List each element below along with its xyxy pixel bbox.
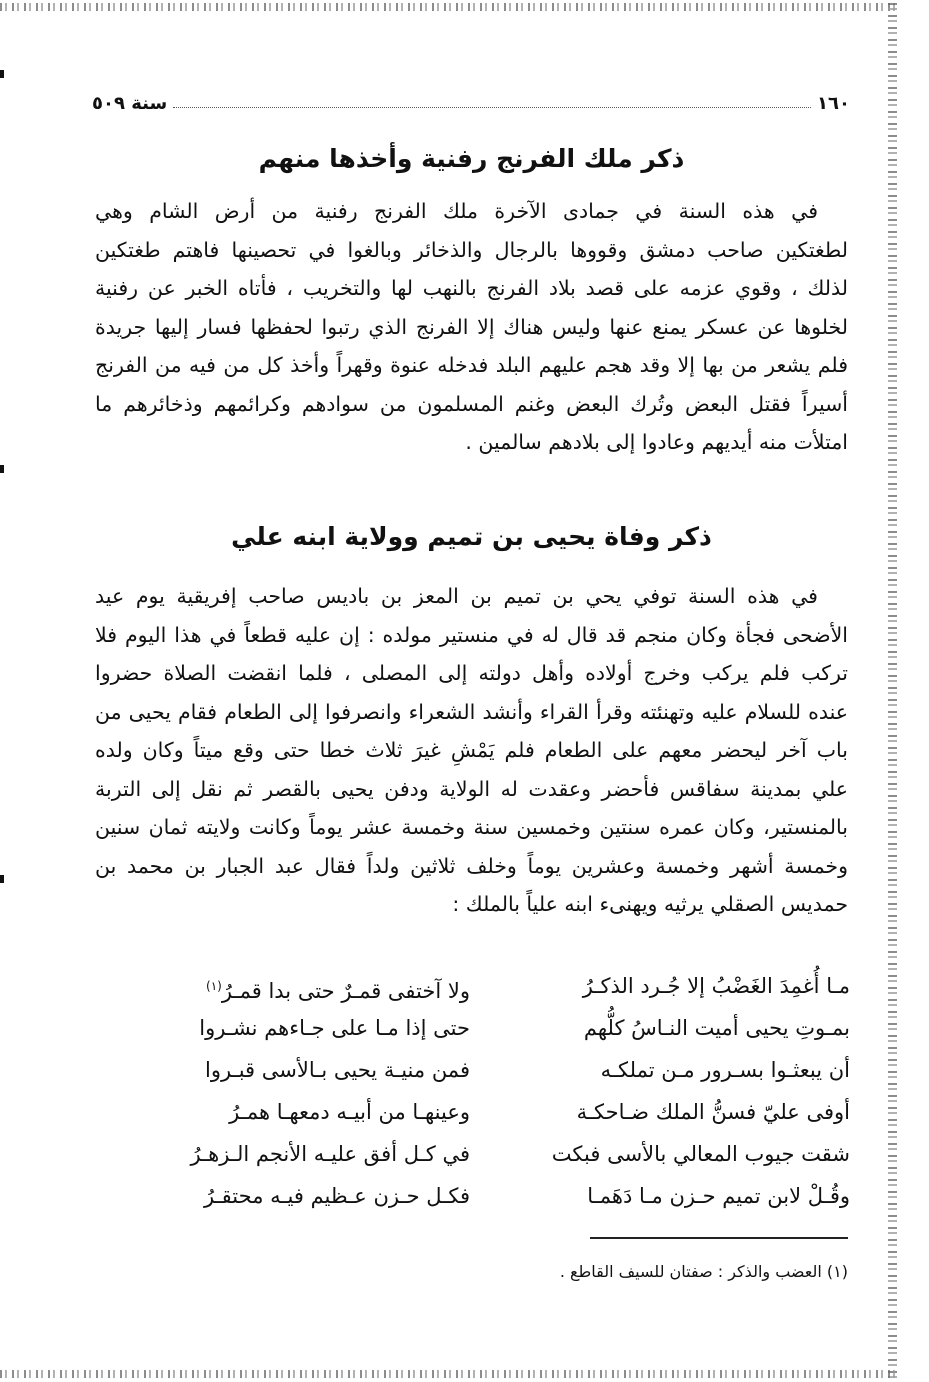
section-title: ذكر وفاة يحيى بن تميم وولاية ابنه علي bbox=[231, 522, 712, 551]
text-line: الأضحى فجأة وكان منجم قد قال له في منستير مولده : إن عليه قطعاً في هذا اليوم فلا bbox=[95, 622, 848, 647]
hemistich-second: حتى إذا مـا على جـاءهم نشـروا bbox=[199, 1016, 470, 1040]
text-line: في هذه السنة في جمادى الآخرة ملك الفرنج رفنية من أرض الشام وهي bbox=[95, 199, 818, 223]
text-line: تركب فلم يركب وخرج أولاده وأهل دولته إلى المصلى ، فلما انقضت الصلاة حضروا bbox=[95, 661, 848, 685]
scan-mark bbox=[0, 465, 4, 473]
text-line: باب آخر ليحضر معهم على الطعام فلم يَمْشِ غيرَ ثلاث خطا حتى وقع ميتاً وكان ولده bbox=[95, 738, 848, 762]
text-line: فلم يشعر من بها إلا وقد هجم عليهم البلد فدخله عنوة وقهراً وأخذ كل من فيه من الفرنج bbox=[95, 353, 848, 377]
year-label: سنة ٥٠٩ bbox=[92, 93, 168, 114]
hemistich-text: ولا آختفى قمـرٌ حتى بدا قمـرُ bbox=[221, 979, 470, 1003]
footnote: (١) العضب والذكر : صفتان للسيف القاطع . bbox=[559, 1262, 848, 1281]
hemistich-second: وعينهـا من أبيـه دمعهـا همـرُ bbox=[229, 1100, 470, 1124]
scan-mark bbox=[0, 875, 4, 883]
poem-verse bbox=[130, 1133, 850, 1175]
footnote-divider bbox=[590, 1237, 848, 1239]
text-line: علي بمدينة سفاقس فأحضر وعقدت له الولاية ودفن يحيى بالقصر ثم نقل إلى التربة bbox=[95, 776, 848, 801]
hemistich-first: أن يبعثـوا بسـرور مـن تملكـه bbox=[600, 1058, 850, 1082]
page-number: ١٦٠ bbox=[817, 93, 850, 114]
running-header bbox=[92, 88, 850, 114]
text-line: في هذه السنة توفي يحي بن تميم بن المعز بن باديس صاحب إفريقية يوم عيد bbox=[95, 584, 818, 608]
hemistich-second: فمن منيـة يحيى بـالأسى قبـروا bbox=[204, 1058, 470, 1082]
decorative-border-bottom bbox=[0, 1370, 898, 1378]
hemistich-first: أوفى عليّ فسنُّ الملك ضـاحكـة bbox=[576, 1100, 850, 1124]
hemistich-first: بمـوتِ يحيى أميت النـاسُ كلُّهم bbox=[583, 1016, 850, 1040]
hemistich-second: في كـل أفق عليـه الأنجم الـزهـرُ bbox=[190, 1142, 470, 1166]
text-line: امتلأت منه أيديهم وعادوا إلى بلادهم سالمين . bbox=[465, 430, 848, 454]
footnote-ref: (١) bbox=[206, 979, 222, 993]
poem-verse bbox=[130, 965, 850, 1007]
dotted-leader bbox=[173, 107, 811, 108]
section-body bbox=[95, 192, 848, 462]
decorative-border-right bbox=[888, 3, 897, 1378]
text-line: أسيراً فقتل البعض وتُرك البعض وغنم المسلمون من سوادهم وكرائمهم وذخائرهم ما bbox=[95, 391, 848, 416]
text-line: بالمنستير، وكان عمره سنتين وخمسين سنة وخمسة عشر يوماً وكانت ولايته ثمان سنين bbox=[95, 815, 848, 839]
hemistich-first: وقُـلْ لابن تميم حـزن مـا دَهَمـا bbox=[587, 1184, 850, 1208]
poem-verse bbox=[130, 1175, 850, 1217]
poem-verse bbox=[130, 1091, 850, 1133]
section-body bbox=[95, 577, 848, 924]
text-line: لخلوها عن عسكر يمنع عنها وليس هناك إلا الفرنج الذي رتبوا لحفظها فسار إليها جريدة bbox=[95, 314, 848, 339]
text-line: وخمسة أشهر وخمسة وعشرين يوماً وخلف ثلاثين ولداً فقال عبد الجبار بن محمد بن bbox=[95, 853, 848, 878]
scan-mark bbox=[0, 70, 4, 78]
hemistich-first: مـا أُغمِدَ الغَضْبُ إلا جُـرد الذكـرُ bbox=[582, 974, 850, 998]
hemistich-second bbox=[130, 965, 470, 1007]
hemistich-second: فكـل حـزن عـظيم فيـه محتقـرُ bbox=[203, 1184, 470, 1208]
poem-verse bbox=[130, 1007, 850, 1049]
text-line: حمديس الصقلي يرثيه ويهنىء ابنه علياً بالملك : bbox=[452, 892, 848, 916]
hemistich-first: شقت جيوب المعالي بالأسى فبكت bbox=[551, 1142, 850, 1166]
poem-verse bbox=[130, 1049, 850, 1091]
poem bbox=[130, 965, 850, 1217]
text-line: عنده للسلام عليه وتهنئته وقرأ القراء وأنشد الشعراء وانصرفوا إلى الطعام فقام يحيى من bbox=[95, 699, 848, 724]
text-line: لطغتكين صاحب دمشق وقووها بالرجال والذخائر وبالغوا في تحصينها فاهتم طغتكين bbox=[95, 237, 848, 262]
text-line: لذلك ، وقوي عزمه على قصد بلاد الفرنج بالنهب لها والتخريب ، فأتاه الخبر عن رفنية bbox=[95, 276, 848, 300]
section-title: ذكر ملك الفرنج رفنية وأخذها منهم bbox=[258, 144, 685, 173]
decorative-border-top bbox=[0, 3, 898, 11]
